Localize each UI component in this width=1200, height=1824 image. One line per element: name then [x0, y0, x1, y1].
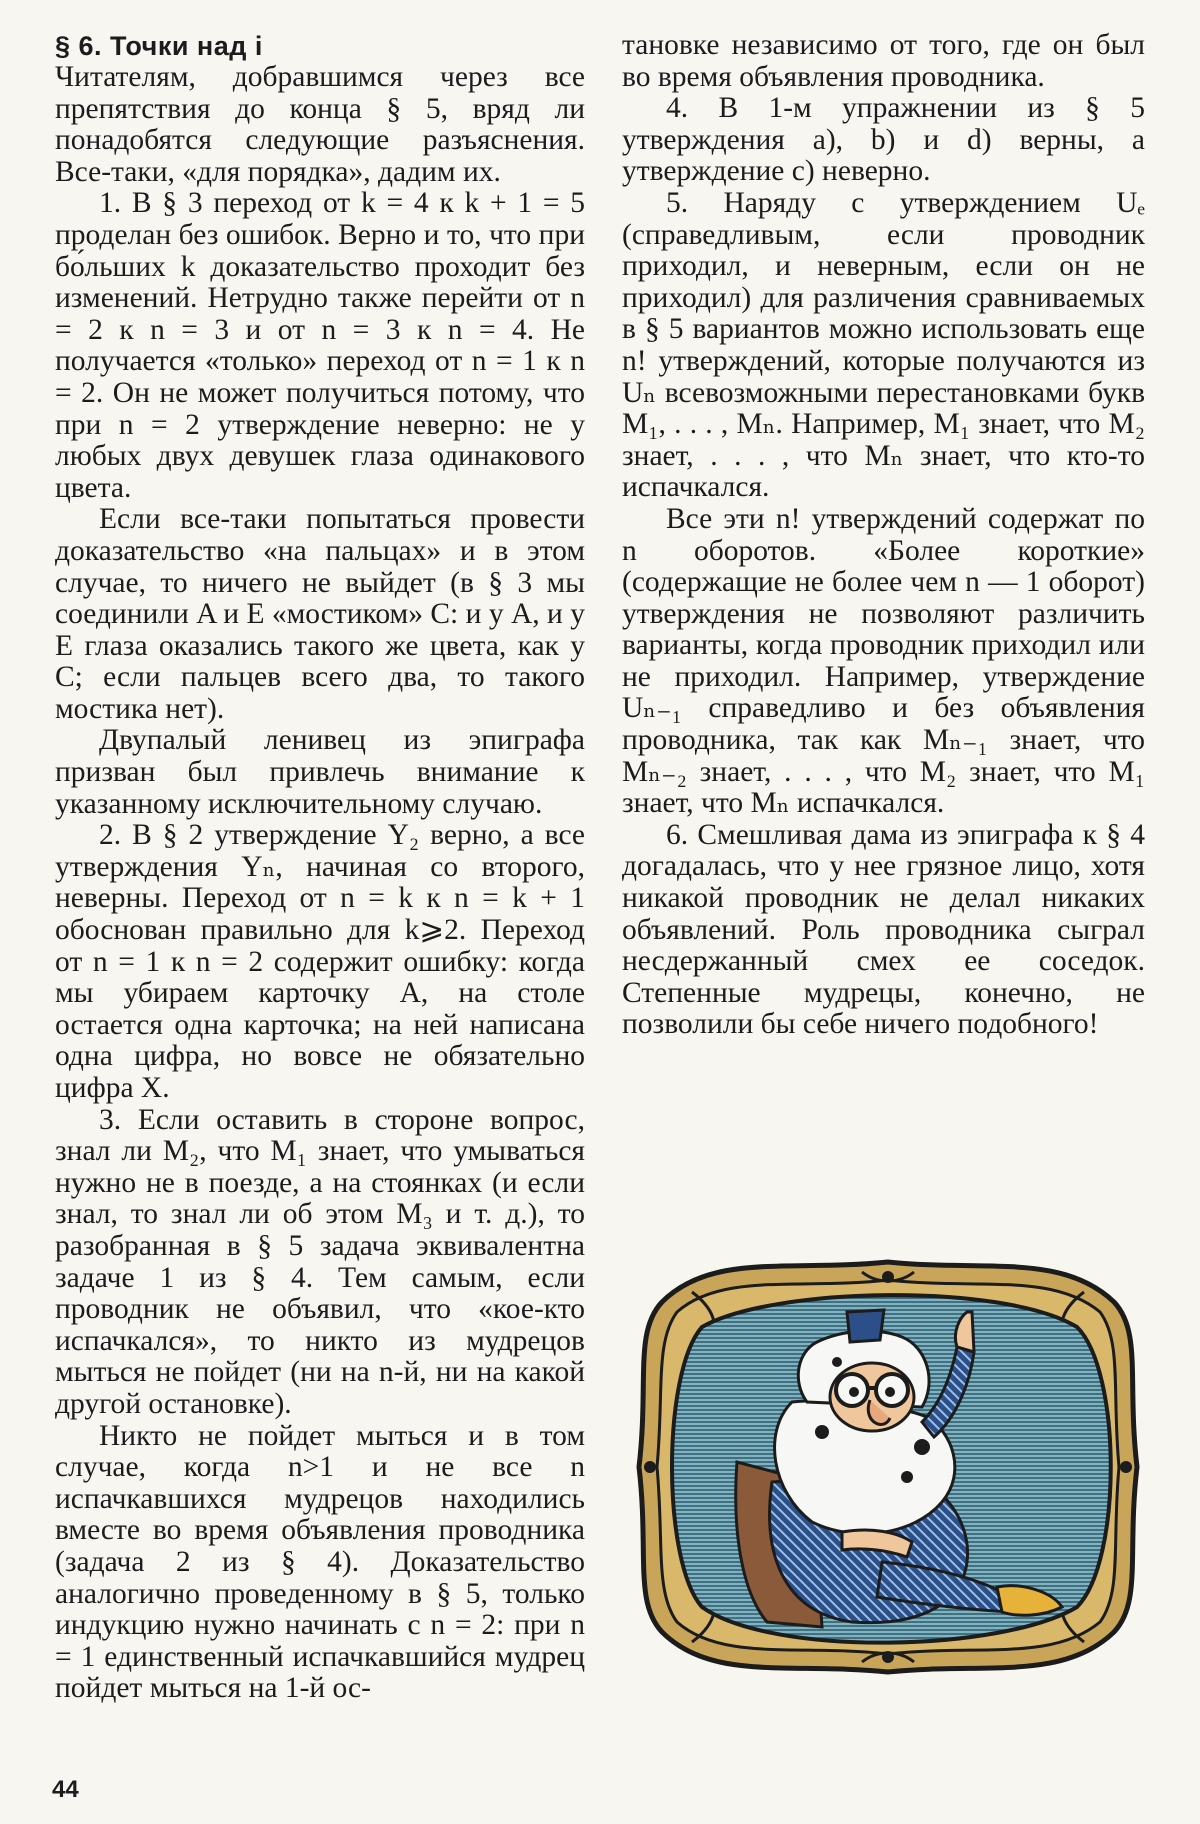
right-column	[622, 30, 1145, 1041]
page-number: 44	[52, 1776, 79, 1803]
sage-illustration	[622, 1232, 1154, 1702]
paragraph: Читателям, добравшимся через все препятствия до конца § 5, вряд ли понадобятся следующие разъяснения. Все-таки, «для порядка», дадим их.	[55, 61, 585, 188]
paragraph: Если все-таки попытаться провести доказательство «на пальцах» и в этом случае, то ничего не выйдет (в § 3 мы соединили A и E «мостиком» C: и у A, и у E глаза оказались такого же цвета, как у C; если пальцев всего два, то такого мостика нет).	[55, 503, 585, 725]
paragraph: тановке независимо от того, где он был во время объявления проводника.	[622, 29, 1145, 93]
paragraph: Все эти n! утверждений содержат по n оборотов. «Более короткие» (содержащие не более чем n — 1 оборот) утверждения не позволяют различить варианты, когда проводник приходил или не приходил. Например, утверждение Uₙ₋₁ справедливо и без объявления проводника, так как Mₙ₋₁ знает, что Mₙ₋₂ знает, . . . , что M₂ знает, что M₁ знает, что Mₙ испачкался.	[622, 502, 1145, 820]
left-column	[55, 30, 585, 1705]
paragraph: Двупалый ленивец из эпиграфа призван был привлечь внимание к указанному исключительному случаю.	[55, 724, 585, 820]
section-title: § 6. Точки над i	[55, 31, 263, 61]
paragraph: 2. В § 2 утверждение Y₂ верно, а все утверждения Yₙ, начиная со второго, неверны. Переход от n = k к n = k + 1 обоснован правильно для k⩾2. Переход от n = 1 к n = 2 содержит ошибку: когда мы убираем карточку A, на столе остается одна карточка; на ней написана одна цифра, но вовсе не обязательно цифра X.	[55, 819, 585, 1104]
paragraph: 4. В 1-м упражнении из § 5 утверждения a), b) и d) верны, а утверждение c) неверно.	[622, 92, 1145, 188]
paragraph: Никто не пойдет мыться и в том случае, когда n>1 и не все n испачкавшихся мудрецов находились вместе во время объявления проводника (задача 2 из § 4). Доказательство аналогично проведенному в § 5, только индукцию нужно начинать с n = 2: при n = 1 единственный испачкавшийся мудрец пойдет мыться на 1-й ос-	[55, 1419, 585, 1705]
paragraph: 5. Наряду с утверждением Uₑ (справедливым, если проводник приходил, и неверным, если он не приходил) для различения сравниваемых в § 5 вариантов можно использовать еще n! утверждений, которые получаются из Uₙ всевозможными перестановками букв M₁, . . . , Mₙ. Например, M₁ знает, что M₂ знает, . . . , что Mₙ знает, что кто-то испачкался.	[622, 186, 1145, 504]
paragraph: 3. Если оставить в стороне вопрос, знал ли M₂, что M₁ знает, что умываться нужно не в поезде, а на стоянках (и если знал, то знал ли об этом M₃ и т. д.), то разобранная в § 5 задача эквивалентна задаче 1 из § 4. Тем самым, если проводник не объявил, что «кое-кто испачкался», то никто из мудрецов мыться не пойдет (ни на n-й, ни на какой другой остановке).	[55, 1103, 585, 1420]
sage-illustration-svg	[622, 1232, 1154, 1702]
paragraph: 6. Смешливая дама из эпиграфа к § 4 догадалась, что у нее грязное лицо, хотя никакой проводник не делал никаких объявлений. Роль проводника сыграл несдержанный смех ее соседок. Степенные мудрецы, конечно, не позволили бы себе ничего подобного!	[622, 818, 1145, 1041]
paragraph: 1. В § 3 переход от k = 4 к k + 1 = 5 проделан без ошибок. Верно и то, что при бо́льших k доказательство проходит без изменений. Нетрудно также перейти от n = 2 к n = 3 и от n = 3 к n = 4. Не получается «только» переход от n = 1 к n = 2. Он не может получиться потому, что при n = 2 утверждение неверно: не у любых двух девушек глаза одинакового цвета.	[55, 187, 585, 504]
